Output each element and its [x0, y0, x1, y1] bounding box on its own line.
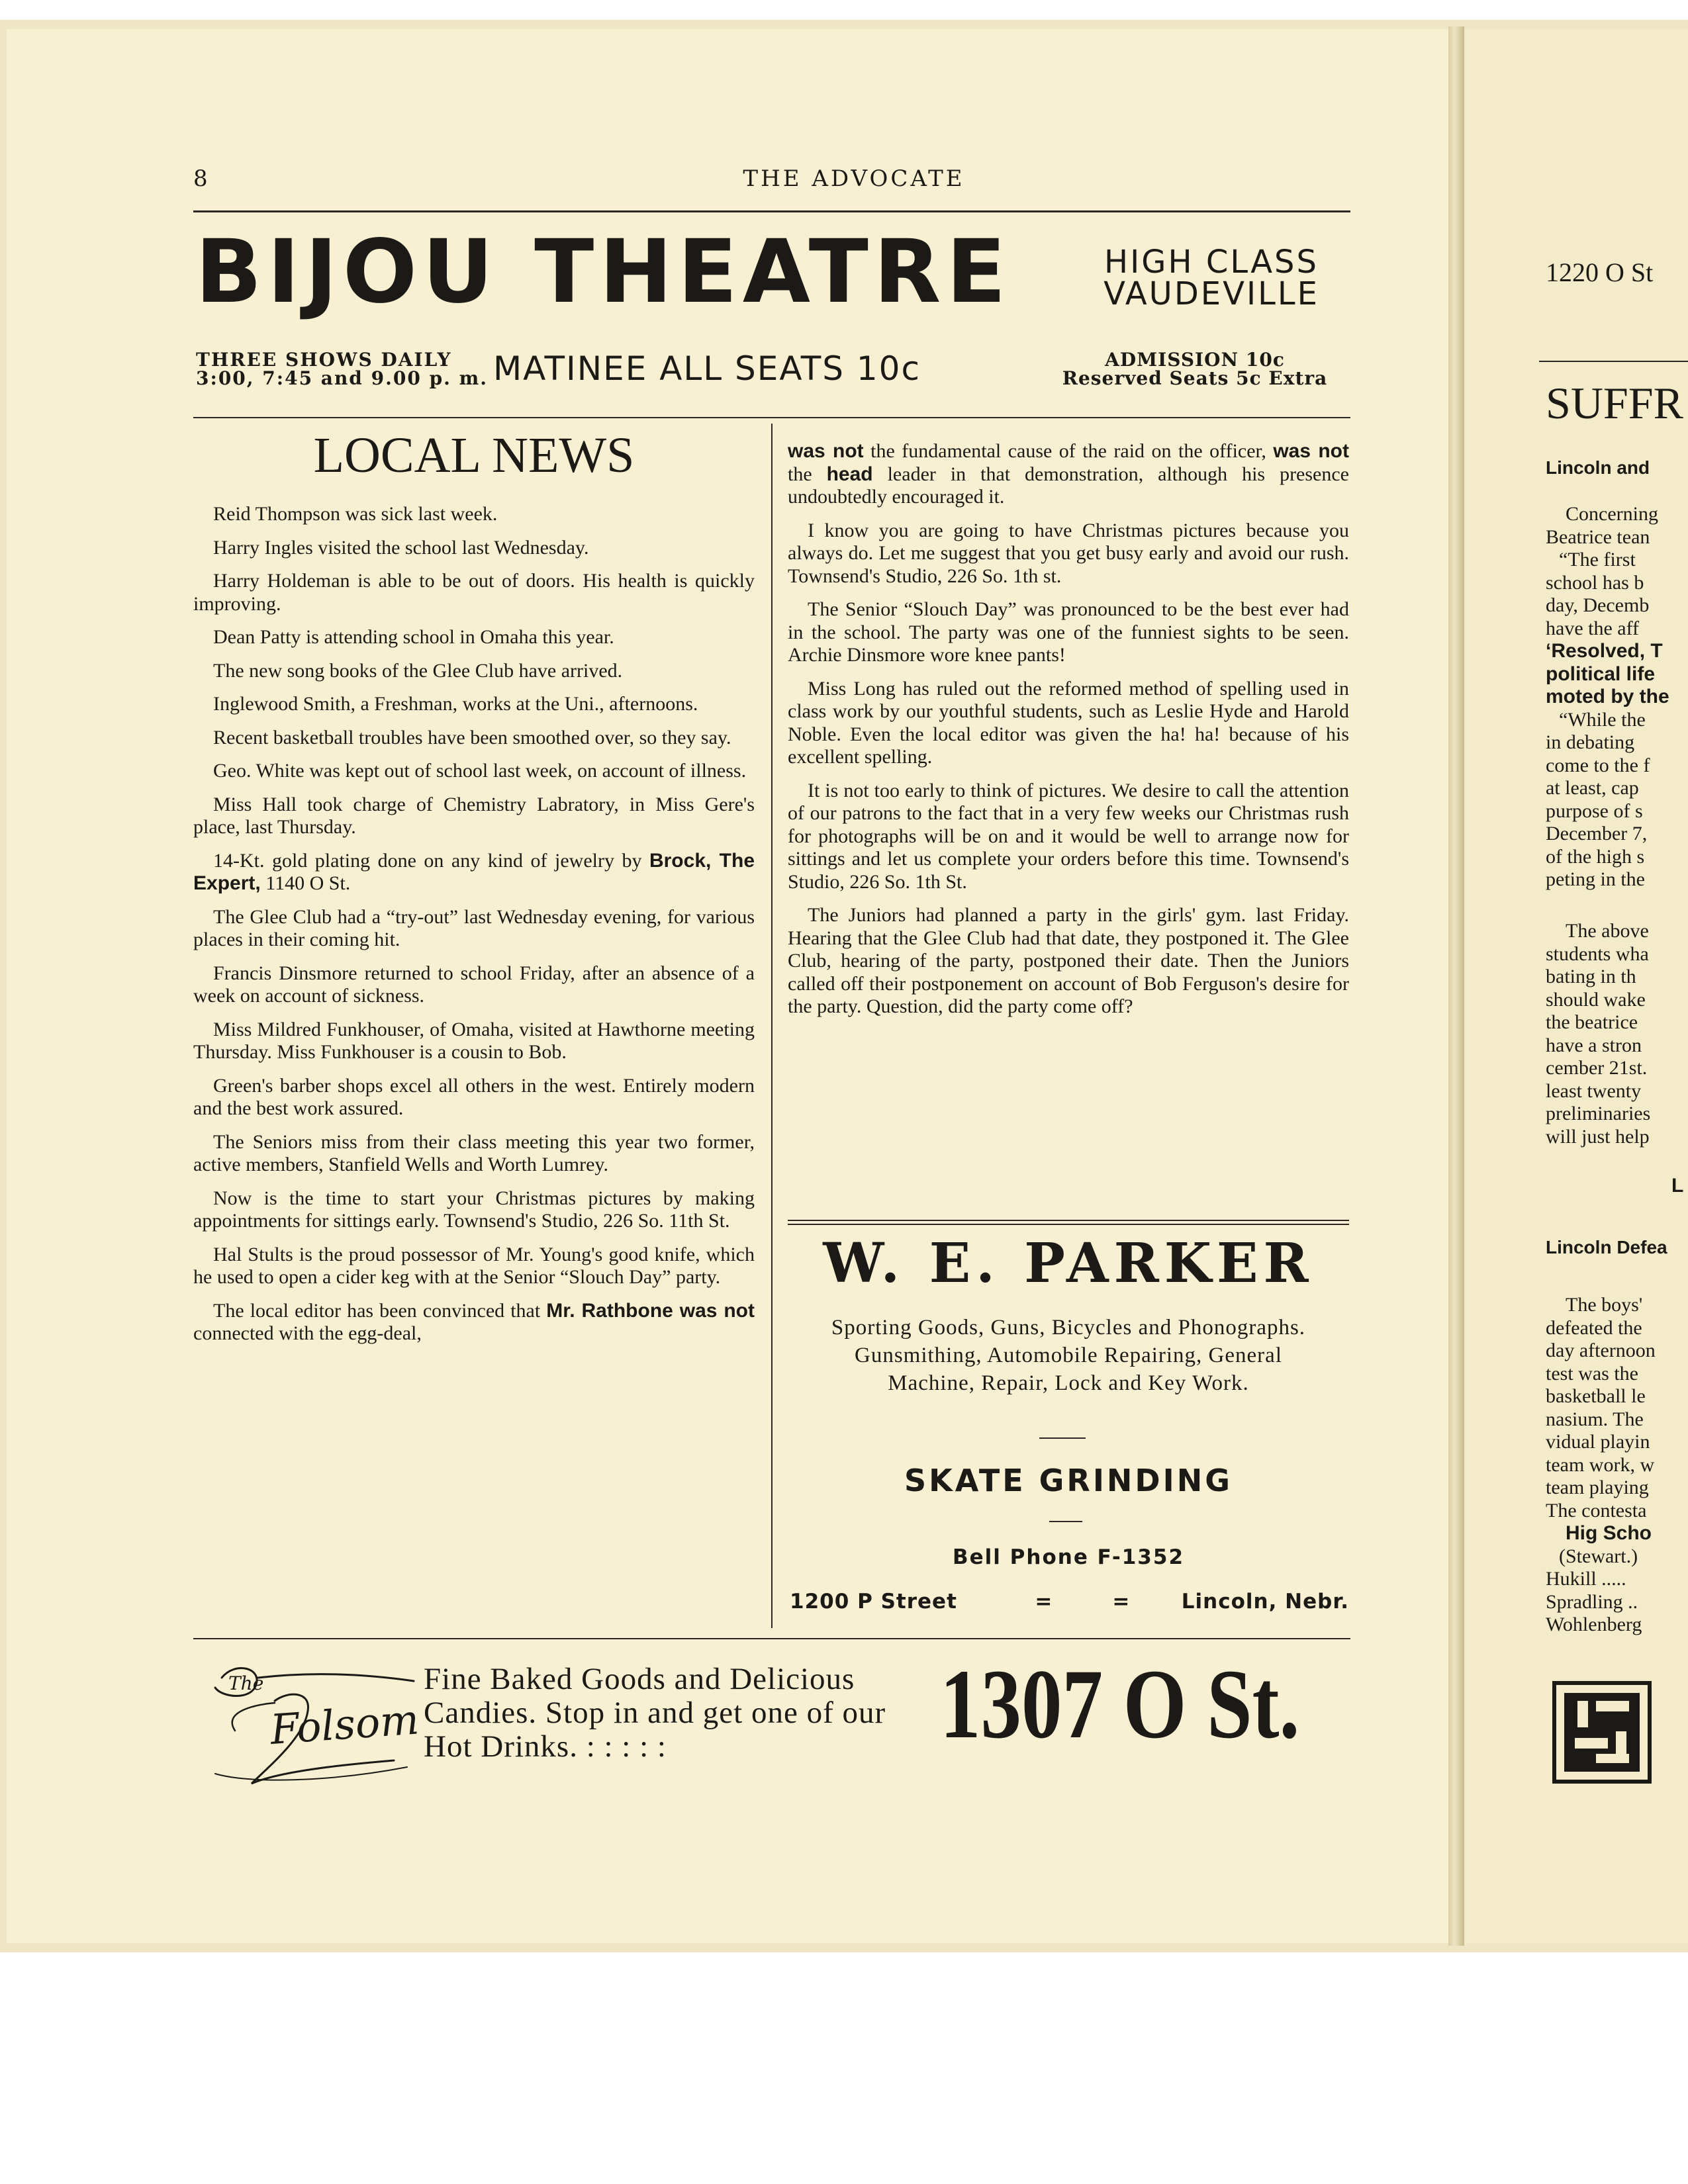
parker-address-line: [790, 1590, 1349, 1614]
parker-separator: =: [1035, 1590, 1053, 1614]
brock-address: 1140 O St.: [260, 872, 351, 894]
bijou-tagline-line2: VAUDEVILLE: [1103, 275, 1319, 312]
page-title: THE ADVOCATE: [743, 165, 965, 192]
parker-top-rule-1: [788, 1220, 1349, 1221]
next-page-line: Beatrice tean: [1546, 525, 1650, 548]
next-page-line: day afternoon: [1546, 1340, 1656, 1361]
next-page-line: The contesta: [1546, 1499, 1647, 1522]
bijou-admission-line1: ADMISSION 10c: [1105, 349, 1285, 371]
bijou-theatre-name: BIJOU THEATRE: [195, 221, 1011, 323]
news-item: The Senior “Slouch Day” was pronounced to be the best ever had in the school. The party was one of the funniest sights to be seen. Archie Dinsmore wore knee pants!: [788, 598, 1349, 666]
next-page-subhead-2: Lincoln Defea: [1546, 1237, 1667, 1257]
next-page-block-1: [1546, 503, 1688, 891]
next-page-line: team work, w: [1546, 1453, 1655, 1476]
next-page-rule: [1539, 361, 1688, 362]
header-rule: [193, 210, 1350, 212]
parker-phone: Bell Phone F-1352: [952, 1545, 1185, 1569]
news-item: Reid Thompson was sick last week.: [213, 503, 498, 525]
editor-bold-2: was not: [788, 440, 864, 462]
next-page-line: “While the: [1559, 708, 1646, 731]
next-page-line: of the high s: [1546, 845, 1645, 868]
next-page-line: students wha: [1546, 942, 1649, 965]
next-page-line: have a stron: [1546, 1034, 1642, 1056]
next-page-block-3: [1546, 1294, 1688, 1637]
next-page-ornament: [1552, 1681, 1652, 1784]
news-item: Hal Stults is the proud possessor of Mr. Young's good knife, which he used to open a cider keg with at the Senior “Slouch Day” party.: [193, 1243, 755, 1288]
next-page-block-2: [1546, 920, 1688, 1148]
editor-text-5: leader in that demonstration, although his presence undoubtedly encouraged it.: [788, 463, 1349, 508]
news-item: Miss Mildred Funkhouser, of Omaha, visited at Hawthorne meeting Thursday. Miss Funkhouser is a cousin to Bob.: [193, 1018, 755, 1063]
editor-text-3: the fundamental cause of the raid on the officer,: [863, 440, 1274, 462]
column-divider: [771, 424, 773, 1628]
next-page-line: basketball le: [1546, 1385, 1646, 1407]
next-page-line: defeated the: [1546, 1316, 1642, 1339]
editor-notice-continued: [788, 440, 1349, 509]
parker-skate-grinding: SKATE GRINDING: [904, 1463, 1233, 1498]
parker-top-rule-2: [788, 1224, 1349, 1225]
news-item: The Glee Club had a “try-out” last Wednesday evening, for various places in their coming hit.: [193, 905, 755, 950]
next-page-address: 1220 O St: [1546, 257, 1654, 287]
bijou-admission-line2: Reserved Seats 5c Extra: [1062, 367, 1328, 389]
parker-city: Lincoln, Nebr.: [1181, 1590, 1349, 1614]
brock-text: 14-Kt. gold plating done on any kind of jewelry by: [213, 849, 649, 872]
local-news-heading: LOCAL NEWS: [313, 428, 635, 483]
next-page-line: will just help: [1546, 1125, 1650, 1148]
next-page-line: Hig Scho: [1566, 1522, 1652, 1544]
next-page-line: test was the: [1546, 1362, 1638, 1385]
editor-notice-start: [193, 1300, 755, 1345]
bijou-shows-line1: THREE SHOWS DAILY: [196, 349, 452, 371]
local-news-column-2: [788, 440, 1349, 1029]
parker-description: Sporting Goods, Guns, Bicycles and Phonographs. Gunsmithing, Automobile Repairing, General Machine, Repair, Lock and Key Work.: [831, 1316, 1306, 1395]
news-item: Francis Dinsmore returned to school Friday, after an absence of a week on account of sickness.: [193, 962, 755, 1007]
folsom-address: 1307 O St.: [940, 1649, 1300, 1759]
page-number: 8: [193, 165, 208, 192]
bijou-matinee: MATINEE ALL SEATS 10c: [493, 349, 921, 388]
next-page-line: day, Decemb: [1546, 594, 1650, 616]
next-page-line: preliminaries: [1546, 1103, 1651, 1124]
news-item: Recent basketball troubles have been smoothed over, so they say.: [213, 726, 731, 749]
bijou-shows: [196, 351, 488, 388]
next-page-line: come to the f: [1546, 754, 1650, 776]
news-item: The new song books of the Glee Club have arrived.: [213, 659, 623, 682]
bijou-tagline: [1072, 246, 1350, 310]
editor-text-4: the: [788, 463, 827, 485]
parker-street: 1200 P Street: [790, 1590, 957, 1614]
news-item: Dean Patty is attending school in Omaha this year.: [213, 626, 614, 648]
news-item: The Seniors miss from their class meeting this year two former, active members, Stanfield Wells and Worth Lumrey.: [193, 1130, 755, 1175]
parker-short-rule-2: [1049, 1521, 1082, 1522]
next-page-line: team playing: [1546, 1477, 1649, 1498]
next-page-line: Wohlenberg: [1546, 1614, 1642, 1635]
news-item: Now is the time to start your Christmas pictures by making appointments for sittings early. Townsend's Studio, 226 So. 11th St.: [193, 1187, 755, 1232]
news-item: Geo. White was kept out of school last week, on account of illness.: [213, 760, 747, 782]
news-item: Green's barber shops excel all others in the west. Entirely modern and the best work assured.: [193, 1074, 755, 1119]
next-page-line: bating in th: [1546, 966, 1636, 987]
folsom-logo: [195, 1651, 420, 1790]
news-item: I know you are going to have Christmas pictures because you always do. Let me suggest that you get busy early and avoid our rush. Townsend's Studio, 226 So. 1th st.: [788, 519, 1349, 587]
next-page-subhead: Lincoln and: [1546, 457, 1650, 478]
next-page-line: The above: [1566, 920, 1649, 942]
next-page-line: cember 21st.: [1546, 1057, 1648, 1079]
next-page-line: purpose of s: [1546, 799, 1643, 822]
next-page-line: vidual playin: [1546, 1431, 1650, 1453]
next-page-line: December 7,: [1546, 823, 1648, 844]
editor-bold-4: head: [826, 463, 873, 485]
news-item: The Juniors had planned a party in the girls' gym. last Friday. Hearing that the Glee Club had that date, they postponed it. The Glee Club, hearing of the party, postponed their date. Then the Juniors called off their postponement on account of Bob Ferguson's desire for the party. Question, did the party come off?: [788, 904, 1349, 1017]
next-page-line: school has b: [1546, 571, 1644, 594]
svg-text:Folsom: Folsom: [268, 1695, 420, 1754]
next-page-line: moted by the: [1546, 686, 1669, 707]
next-page-line: have the aff: [1546, 617, 1640, 639]
next-page-line: least twenty: [1546, 1079, 1642, 1102]
next-page-line: (Stewart.): [1559, 1545, 1638, 1567]
next-page-line: nasium. The: [1546, 1408, 1644, 1430]
next-page-line: the beatrice: [1546, 1011, 1638, 1033]
next-page-line: Concerning: [1566, 503, 1658, 525]
next-page-line: ‘Resolved, T: [1546, 640, 1663, 662]
next-page-mid-letter: L: [1671, 1175, 1684, 1197]
parker-short-rule-1: [1039, 1437, 1086, 1439]
bijou-tagline-line1: HIGH CLASS: [1104, 244, 1319, 281]
bijou-shows-line2: 3:00, 7:45 and 9.00 p. m.: [196, 367, 489, 389]
editor-bold-3: was not: [1273, 440, 1349, 462]
brock-name: Brock, The Expert,: [193, 849, 755, 894]
folsom-top-rule: [193, 1638, 1350, 1639]
next-page-line: should wake: [1546, 988, 1646, 1011]
news-item: It is not too early to think of pictures. We desire to call the attention of our patrons to the fact that in a very few weeks our Christmas rush for photographs will be on and it would be well to arrange now for sittings and let us complete your orders before this time. Townsend's Studio, 226 So. 1th St.: [788, 779, 1349, 893]
next-page-line: political life: [1546, 662, 1656, 685]
news-item: Miss Long has ruled out the reformed method of spelling used in class work by our youthful students, such as Leslie Hyde and Harold Noble. Even the local editor was given the ha! ha! because of his excellent spelling.: [788, 677, 1349, 768]
svg-text:The: The: [228, 1672, 264, 1694]
news-item: Miss Hall took charge of Chemistry Labratory, in Miss Gere's place, last Thursday.: [193, 793, 755, 838]
news-item: Inglewood Smith, a Freshman, works at the Uni., afternoons.: [213, 693, 698, 715]
next-page-line: in debating: [1546, 731, 1635, 753]
next-page-line: The boys': [1566, 1294, 1643, 1316]
parker-name: W. E. PARKER: [823, 1232, 1314, 1295]
editor-text-1: The local editor has been convinced that: [213, 1299, 547, 1322]
next-page-line: “The first: [1559, 549, 1636, 570]
parker-separators: [1035, 1590, 1130, 1614]
local-news-column-1: [193, 503, 755, 1345]
next-page-heading: SUFFR: [1546, 378, 1683, 428]
parker-separator: =: [1112, 1590, 1131, 1614]
news-item: Harry Ingles visited the school last Wednesday.: [213, 536, 589, 559]
next-page-line: peting in the: [1546, 868, 1645, 890]
editor-bold-1: Mr. Rathbone was not: [546, 1299, 755, 1322]
next-page-line: at least, cap: [1546, 777, 1639, 799]
news-item: Harry Holdeman is able to be out of doors. His health is quickly improving.: [193, 570, 755, 615]
bijou-bottom-rule: [193, 417, 1350, 418]
brock-notice: [193, 850, 755, 895]
folsom-text: Fine Baked Goods and Delicious Candies. Stop in and get one of our Hot Drinks. : : : : :: [424, 1662, 886, 1764]
next-page-line: Spradling ..: [1546, 1590, 1638, 1613]
page-gutter: [1448, 26, 1464, 1946]
bijou-admission: [1039, 351, 1350, 388]
next-page-line: Hukill .....: [1546, 1568, 1626, 1590]
editor-text-2: connected with the egg-deal,: [193, 1322, 422, 1344]
